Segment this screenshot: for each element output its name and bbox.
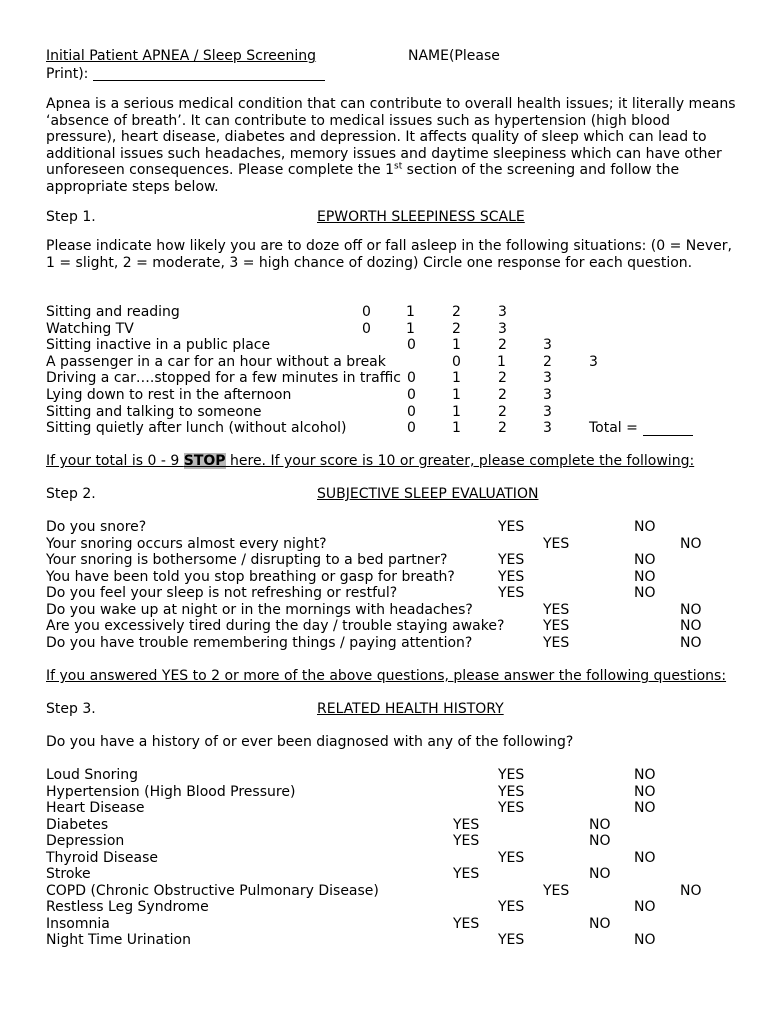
step1-label: Step 1. xyxy=(46,209,96,225)
epworth-score-2[interactable]: 2 xyxy=(498,387,507,403)
health-condition: Stroke xyxy=(46,866,91,882)
epworth-score-0[interactable]: 0 xyxy=(407,403,416,420)
health-condition: Loud Snoring xyxy=(46,767,139,783)
epworth-row-label: Lying down to rest in the afternoon xyxy=(46,387,292,403)
yes-option[interactable]: YES xyxy=(453,833,480,849)
health-condition: COPD (Chronic Obstructive Pulmonary Disease) xyxy=(46,882,379,899)
sleep-question: You have been told you stop breathing or gasp for breath? xyxy=(46,568,455,585)
no-option[interactable]: NO xyxy=(634,568,656,585)
yes-option[interactable]: YES xyxy=(498,519,525,535)
step2-title: SUBJECTIVE SLEEP EVALUATION xyxy=(317,486,539,502)
epworth-score-3[interactable]: 3 xyxy=(543,337,552,354)
name-label: NAME(Please xyxy=(408,48,500,64)
intro-text-1: Apnea is a serious medical condition that can contribute to overall health issues; it literally means ‘absence of breath’. It can contribute to medical issues such as hypertension (high blood pressure), heart disease, diabetes and depression. It affects quality of sleep which can lead to additional issues such headaches, memory issues and daytime sleepiness which can have other unforeseen consequences. Please complete the 1 xyxy=(46,96,736,178)
intro-text-2: section of the screening and follow the appropriate steps below. xyxy=(46,162,680,195)
epworth-score-1[interactable]: 1 xyxy=(452,420,461,437)
no-option[interactable]: NO xyxy=(634,519,656,535)
no-option[interactable]: NO xyxy=(589,915,611,932)
epworth-score-1[interactable]: 1 xyxy=(452,370,461,387)
stop-instruction-post: here. If your score is 10 or greater, please complete the following: xyxy=(225,453,695,469)
health-condition: Heart Disease xyxy=(46,800,145,816)
no-option[interactable]: NO xyxy=(589,833,611,849)
epworth-score-0[interactable]: 0 xyxy=(407,337,416,354)
epworth-score-3[interactable]: 3 xyxy=(543,370,552,387)
no-option[interactable]: NO xyxy=(634,767,656,783)
yes-option[interactable]: YES xyxy=(453,915,480,932)
yes-option[interactable]: YES xyxy=(543,882,570,899)
step3-question: Do you have a history of or ever been diagnosed with any of the following? xyxy=(46,734,574,750)
epworth-score-3[interactable]: 3 xyxy=(589,353,598,370)
epworth-score-3[interactable]: 3 xyxy=(543,420,552,437)
step1-title: EPWORTH SLEEPINESS SCALE xyxy=(317,209,525,225)
total-label: Total = xyxy=(589,420,638,436)
no-option[interactable]: NO xyxy=(680,601,702,618)
epworth-score-3[interactable]: 3 xyxy=(543,403,552,420)
form-title: Initial Patient APNEA / Sleep Screening xyxy=(46,48,317,64)
epworth-score-2[interactable]: 2 xyxy=(498,370,507,387)
epworth-score-3[interactable]: 3 xyxy=(543,387,552,403)
no-option[interactable]: NO xyxy=(680,634,702,651)
epworth-score-2[interactable]: 2 xyxy=(498,337,507,354)
epworth-row-label: Sitting and talking to someone xyxy=(46,403,262,420)
epworth-row-label: Watching TV xyxy=(46,320,134,337)
yes-option[interactable]: YES xyxy=(498,849,525,866)
step3-title: RELATED HEALTH HISTORY xyxy=(317,701,504,717)
epworth-score-1[interactable]: 1 xyxy=(452,403,461,420)
epworth-row-label: Sitting quietly after lunch (without alcohol) xyxy=(46,420,347,437)
no-option[interactable]: NO xyxy=(589,816,611,833)
epworth-score-0[interactable]: 0 xyxy=(407,370,416,387)
health-condition: Depression xyxy=(46,833,125,849)
no-option[interactable]: NO xyxy=(634,552,656,568)
intro-paragraph xyxy=(46,96,736,195)
yes-option[interactable]: YES xyxy=(498,568,525,585)
no-option[interactable]: NO xyxy=(634,585,656,601)
name-field[interactable] xyxy=(93,64,325,81)
sleep-question: Your snoring is bothersome / disrupting to a bed partner? xyxy=(46,552,448,568)
intro-superscript: st xyxy=(394,161,403,172)
yes-option[interactable]: YES xyxy=(498,932,525,948)
sleep-question: Do you have trouble remembering things / paying attention? xyxy=(46,634,473,651)
no-option[interactable]: NO xyxy=(634,800,656,816)
step2-label: Step 2. xyxy=(46,486,96,502)
yes-option[interactable]: YES xyxy=(543,535,570,552)
epworth-score-0[interactable]: 0 xyxy=(362,320,371,337)
epworth-score-2[interactable]: 2 xyxy=(452,320,461,337)
no-option[interactable]: NO xyxy=(680,535,702,552)
sleep-question: Do you wake up at night or in the mornings with headaches? xyxy=(46,601,473,618)
yes-option[interactable]: YES xyxy=(498,585,525,601)
epworth-score-3[interactable]: 3 xyxy=(498,304,507,320)
yes-instruction: If you answered YES to 2 or more of the above questions, please answer the following questions: xyxy=(46,668,727,684)
no-option[interactable]: NO xyxy=(634,899,656,915)
yes-option[interactable]: YES xyxy=(543,634,570,651)
sleep-question: Are you excessively tired during the day / trouble staying awake? xyxy=(46,618,505,634)
step3-label: Step 3. xyxy=(46,701,96,717)
yes-option[interactable]: YES xyxy=(498,800,525,816)
epworth-row-label: Sitting inactive in a public place xyxy=(46,337,271,354)
epworth-score-2[interactable]: 2 xyxy=(498,420,507,437)
health-condition: Restless Leg Syndrome xyxy=(46,899,209,915)
sleep-question: Your snoring occurs almost every night? xyxy=(46,535,327,552)
yes-option[interactable]: YES xyxy=(543,601,570,618)
no-option[interactable]: NO xyxy=(680,618,702,634)
yes-option[interactable]: YES xyxy=(498,552,525,568)
stop-instruction xyxy=(46,453,694,470)
no-option[interactable]: NO xyxy=(634,783,656,800)
health-condition: Insomnia xyxy=(46,915,110,932)
step1-instructions: Please indicate how likely you are to doze off or fall asleep in the following situations: (0 = Never, 1 = slight, 2 = moderate, 3 = high chance of dozing) Circle one response for each question. xyxy=(46,238,732,271)
epworth-score-1[interactable]: 1 xyxy=(406,304,415,320)
yes-option[interactable]: YES xyxy=(453,816,480,833)
epworth-score-1[interactable]: 1 xyxy=(452,337,461,354)
epworth-score-0[interactable]: 0 xyxy=(407,420,416,437)
epworth-score-1[interactable]: 1 xyxy=(406,320,415,337)
no-option[interactable]: NO xyxy=(589,866,611,882)
epworth-score-2[interactable]: 2 xyxy=(498,403,507,420)
no-option[interactable]: NO xyxy=(634,849,656,866)
health-condition: Thyroid Disease xyxy=(46,849,159,866)
epworth-row-label: A passenger in a car for an hour without a break xyxy=(46,353,386,370)
epworth-row-label: Driving a car….stopped for a few minutes in traffic xyxy=(46,370,401,387)
epworth-row-label: Sitting and reading xyxy=(46,304,180,320)
epworth-score-0[interactable]: 0 xyxy=(452,353,461,370)
no-option[interactable]: NO xyxy=(680,882,702,899)
health-condition: Hypertension (High Blood Pressure) xyxy=(46,783,296,800)
sleep-question: Do you feel your sleep is not refreshing or restful? xyxy=(46,585,398,601)
stop-highlight: STOP xyxy=(183,453,226,469)
print-label: Print): xyxy=(46,66,89,82)
epworth-score-0[interactable]: 0 xyxy=(362,304,371,320)
yes-option[interactable]: YES xyxy=(498,767,525,783)
epworth-score-2[interactable]: 2 xyxy=(543,353,552,370)
epworth-score-3[interactable]: 3 xyxy=(498,320,507,337)
sleep-question: Do you snore? xyxy=(46,519,147,535)
epworth-score-1[interactable]: 1 xyxy=(497,353,506,370)
epworth-score-0[interactable]: 0 xyxy=(407,387,416,403)
epworth-score-1[interactable]: 1 xyxy=(452,387,461,403)
yes-option[interactable]: YES xyxy=(498,783,525,800)
yes-option[interactable]: YES xyxy=(543,618,570,634)
health-condition: Night Time Urination xyxy=(46,932,191,948)
total-field[interactable] xyxy=(643,420,693,436)
epworth-score-2[interactable]: 2 xyxy=(452,304,461,320)
stop-instruction-pre: If your total is 0 - 9 xyxy=(46,453,184,469)
yes-option[interactable]: YES xyxy=(453,866,480,882)
health-condition: Diabetes xyxy=(46,816,109,833)
no-option[interactable]: NO xyxy=(634,932,656,948)
yes-option[interactable]: YES xyxy=(498,899,525,915)
